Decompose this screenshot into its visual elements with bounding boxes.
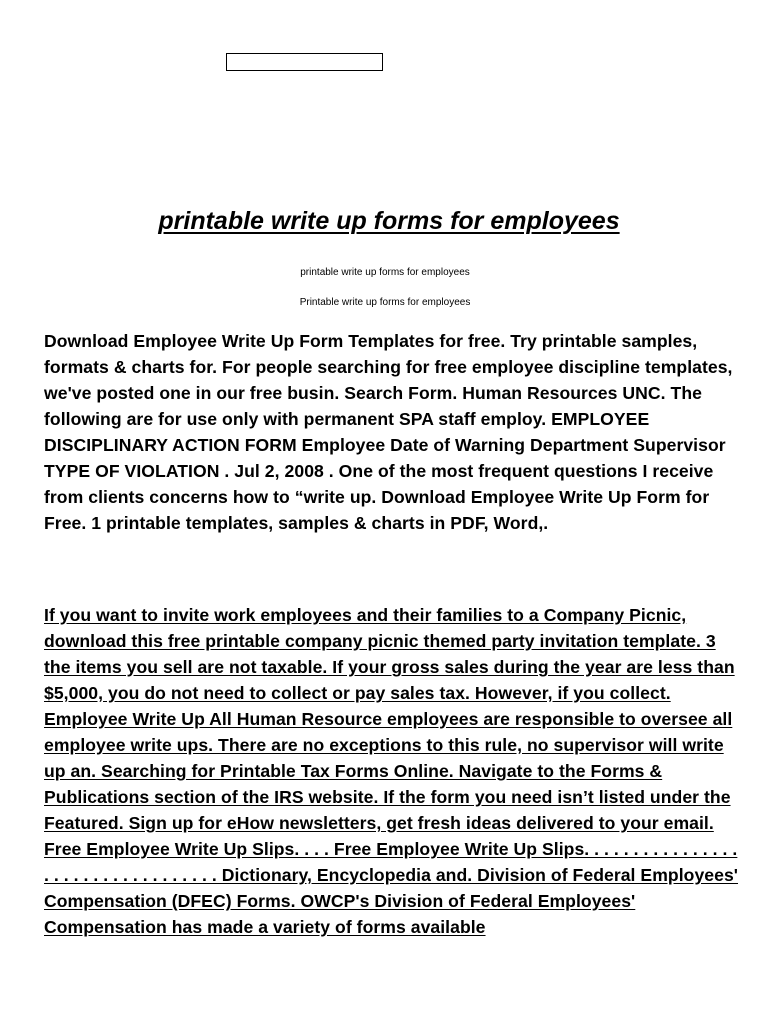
subtitle-line-1: printable write up forms for employees [300,267,470,278]
body-paragraph-1: Download Employee Write Up Form Templates for free. Try printable samples, formats & charts for. For people searching for free employee discipline templates, we've posted one in our free busin. Search Form. Human Resources UNC. The following are for use only with permanent SPA staff employ. EMPLOYEE DISCIPLINARY ACTION FORM Employee Date of Warning Department Supervisor TYPE OF VIOLATION . Jul 2, 2008 . One of the most frequent questions I receive from clients concerns how to “write up. Download Employee Write Up Form for Free. 1 printable templates, samples & charts in PDF, Word,. [44,331,733,533]
page-title: printable write up forms for employees [158,207,620,235]
subtitle-line-2: Printable write up forms for employees [299,297,471,308]
body-paragraph-2-link[interactable]: If you want to invite work employees and their families to a Company Picnic, download this free printable company picnic themed party invitation template. 3 the items you sell are not taxable. If your gross sales during the year are less than $5,000, you do not need to collect or pay sales tax. However, if you collect. Employee Write Up All Human Resource employees are responsible to oversee all employee write ups. There are no exceptions to this rule, no supervisor will write up an. Searching for Printable Tax Forms Online. Navigate to the Forms & Publications section of the IRS website. If the form you need isn’t listed under the Featured. Sign up for eHow newsletters, get fresh ideas delivered to your email. Free Employee Write Up Slips. . . . Free Employee Write Up Slips. . . . . . . . . . . . . . . . . . . . . . . . . . . . . . . . . . Dictionary, Encyclopedia and. Division of Federal Employees' Compensation (DFEC) Forms. OWCP's Division of Federal Employees' Compensation has made a variety of forms available [44,605,739,937]
header-box [226,53,383,71]
